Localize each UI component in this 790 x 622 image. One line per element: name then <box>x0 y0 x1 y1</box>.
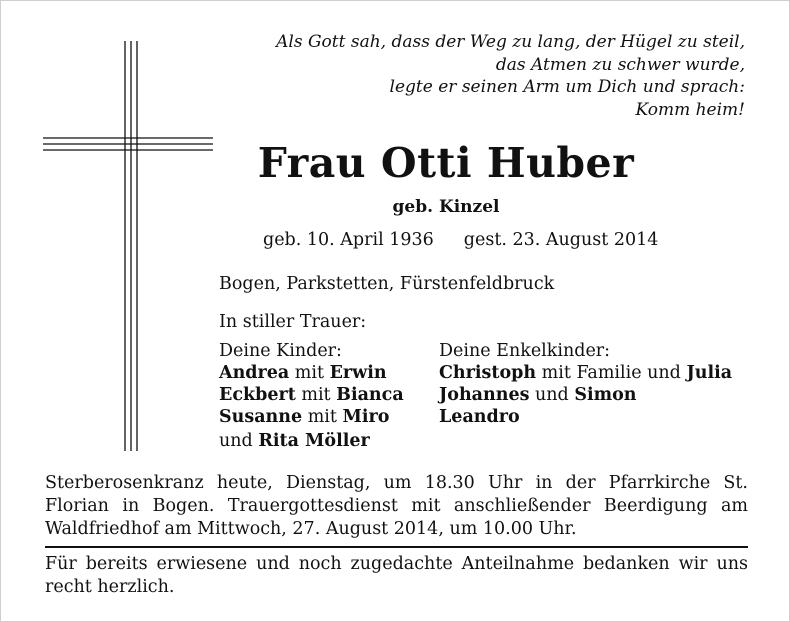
additional-mourner: und Rita Möller <box>219 431 370 451</box>
mourning-label: In stiller Trauer: <box>219 312 367 332</box>
thanks-note: Für bereits erwiesene und noch zugedachte Anteilnahme bedanken wir uns recht herzlich. <box>45 554 748 597</box>
birth-date: geb. 10. April 1936 <box>263 230 434 250</box>
grandchildren-heading: Deine Enkelkinder: <box>439 341 611 361</box>
list-item: Leandro <box>439 407 520 427</box>
list-item: Johannes und Simon <box>439 385 637 405</box>
maiden-name: geb. Kinzel <box>392 197 500 217</box>
deceased-name: Frau Otti Huber <box>257 139 635 187</box>
divider <box>45 546 748 548</box>
list-item: Andrea mit Erwin <box>219 363 387 383</box>
places: Bogen, Parkstetten, Fürstenfeldbruck <box>219 274 555 294</box>
grandchildren-list <box>439 340 732 428</box>
list-item: Christoph mit Familie und Julia <box>439 363 733 383</box>
list-item: Eckbert mit Bianca <box>219 385 404 405</box>
death-date: gest. 23. August 2014 <box>463 230 659 250</box>
memorial-poem <box>185 31 745 121</box>
poem-line: Als Gott sah, dass der Weg zu lang, der Hügel zu steil, <box>276 32 745 52</box>
poem-line: legte er seinen Arm um Dich und sprach: <box>389 77 745 97</box>
poem-line: Komm heim! <box>635 99 745 120</box>
service-notice: Sterberosenkranz heute, Dienstag, um 18.30 Uhr in der Pfarrkirche St. Florian in Bogen. Trauergottesdienst mit anschließender Beerdigung am Waldfriedhof am Mittwoch, 27. August 2014, um 10.00 Uhr. <box>45 473 748 539</box>
children-heading: Deine Kinder: <box>219 341 342 361</box>
list-item: Susanne mit Miro <box>219 407 390 427</box>
life-dates <box>263 230 658 250</box>
cross-icon <box>43 41 213 451</box>
children-list <box>219 340 404 428</box>
poem-line: das Atmen zu schwer wurde, <box>495 54 745 75</box>
